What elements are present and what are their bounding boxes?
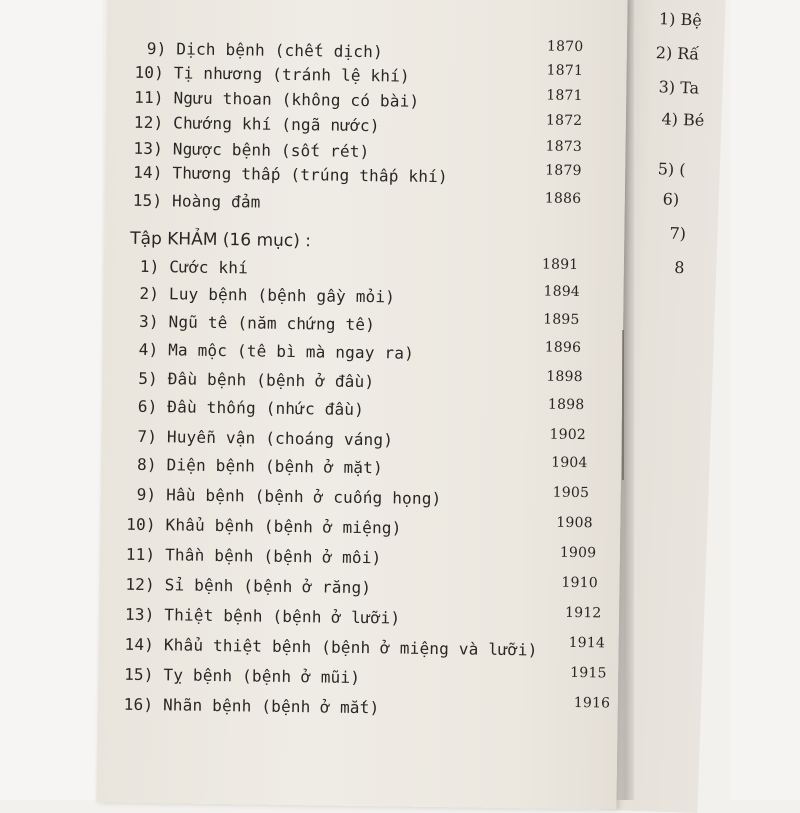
toc-entry-page: 1912 xyxy=(564,604,602,622)
toc-entry-label: 2) Luy bệnh (bệnh gầy mỏi) xyxy=(139,283,396,307)
toc-entry-page: 1894 xyxy=(543,283,581,301)
toc-entry xyxy=(102,396,622,427)
facing-page-item: 4) Bé xyxy=(661,109,705,130)
toc-entry-page: 1898 xyxy=(547,396,585,414)
toc-entry-label: 13) Ngược bệnh (sốt rét) xyxy=(133,138,370,162)
toc-entry xyxy=(98,634,618,665)
toc-entry-label: 5) Đầu bệnh (bệnh ở đầu) xyxy=(138,368,375,392)
toc-entry-label: 1) Cước khí xyxy=(139,256,249,278)
toc-entry xyxy=(99,604,619,635)
toc-entry-page: 1870 xyxy=(546,38,584,56)
toc-entry-page: 1879 xyxy=(545,162,582,180)
toc-entry-page: 1895 xyxy=(543,311,580,329)
page-edge-line xyxy=(622,330,624,480)
toc-entry-page: 1909 xyxy=(559,544,597,562)
toc-entry-label: 6) Đầu thống (nhức đầu) xyxy=(137,396,365,420)
facing-page-item: 6) xyxy=(662,189,680,209)
toc-entry-page: 1915 xyxy=(570,664,607,682)
toc-entry-page: 1886 xyxy=(544,190,582,208)
toc-entry-label: 3) Ngũ tê (năm chứng tê) xyxy=(138,311,376,335)
toc-entry-label: 7) Huyễn vận (choáng váng) xyxy=(137,426,394,450)
toc-entry-label: 10) Khẩu bệnh (bệnh ở miệng) xyxy=(126,514,402,538)
toc-entry xyxy=(103,311,623,342)
toc-entry xyxy=(98,664,618,695)
toc-entry-label: 15) Tỵ bệnh (bệnh ở mũi) xyxy=(124,664,361,687)
section-heading: Tập KHẢM (16 mục) : xyxy=(130,228,312,252)
toc-entry xyxy=(101,454,621,485)
toc-entry-page: 1896 xyxy=(544,339,582,357)
toc-entry xyxy=(98,694,618,725)
toc-entry-label: 10) Tị nhương (tránh lệ khí) xyxy=(134,62,410,86)
facing-page-item: 7) xyxy=(669,223,687,244)
toc-entry xyxy=(101,426,621,457)
toc-entry-page: 1908 xyxy=(556,514,593,532)
toc-entry-label: 12) Sỉ bệnh (bệnh ở răng) xyxy=(125,574,372,598)
toc-entry xyxy=(105,190,625,221)
facing-page-item: 3) Ta xyxy=(658,77,700,98)
toc-entry xyxy=(105,162,625,193)
toc-entry-page: 1898 xyxy=(546,368,583,386)
toc-entry-label: 14) Khẩu thiệt bệnh (bệnh ở miệng và lưỡi) xyxy=(124,634,538,660)
toc-entry-label: 8) Diện bệnh (bệnh ở mặt) xyxy=(136,454,384,478)
toc-entry xyxy=(103,283,623,314)
toc-entry xyxy=(102,339,622,370)
toc-entry xyxy=(99,574,619,605)
toc-entry-page: 1910 xyxy=(561,574,599,592)
toc-entry-label: 11) Ngưu thoan (không có bài) xyxy=(134,87,420,111)
toc-entry-page: 1873 xyxy=(545,138,583,156)
toc-entry-label: 9) Dịch bệnh (chết dịch) xyxy=(146,38,383,62)
toc-entry-page: 1914 xyxy=(568,634,606,652)
facing-page-item: 8 xyxy=(674,257,685,278)
facing-page-item: 5) ( xyxy=(657,159,686,180)
toc-entry-label: 9) Hầu bệnh (bệnh ở cuống họng) xyxy=(136,484,442,509)
toc-entry-page: 1871 xyxy=(546,62,584,80)
background-left xyxy=(0,0,102,800)
toc-entry-label: 12) Chướng khí (ngã nước) xyxy=(133,112,380,136)
toc-entry-label: 13) Thiệt bệnh (bệnh ở lưỡi) xyxy=(124,604,401,628)
toc-entry xyxy=(100,514,620,545)
toc-entry xyxy=(100,544,620,575)
toc-entry-page: 1871 xyxy=(546,87,583,105)
toc-entry-page: 1905 xyxy=(552,484,590,502)
toc-entry-label: 15) Hoàng đảm xyxy=(132,190,261,212)
toc-entry-page: 1902 xyxy=(549,426,587,444)
facing-page-item: 2) Rấ xyxy=(655,43,700,64)
toc-entry-page: 1891 xyxy=(541,256,579,274)
toc-entry xyxy=(102,368,622,399)
background-right xyxy=(730,0,800,800)
book-page xyxy=(96,0,627,810)
toc-entry-page: 1904 xyxy=(551,454,588,472)
toc-entry-label: 11) Thần bệnh (bệnh ở môi) xyxy=(125,544,382,568)
toc-entry-label: 4) Ma mộc (tê bì mà ngay ra) xyxy=(138,339,415,363)
toc-entry-label: 16) Nhãn bệnh (bệnh ở mắt) xyxy=(123,694,380,718)
toc-entry xyxy=(100,484,620,515)
facing-page-item: 1) Bệ xyxy=(658,9,703,30)
toc-entry-page: 1916 xyxy=(573,694,611,712)
toc-entry-label: 14) Thương thấp (trúng thấp khí) xyxy=(133,162,448,187)
toc-entry-page: 1872 xyxy=(545,112,583,130)
